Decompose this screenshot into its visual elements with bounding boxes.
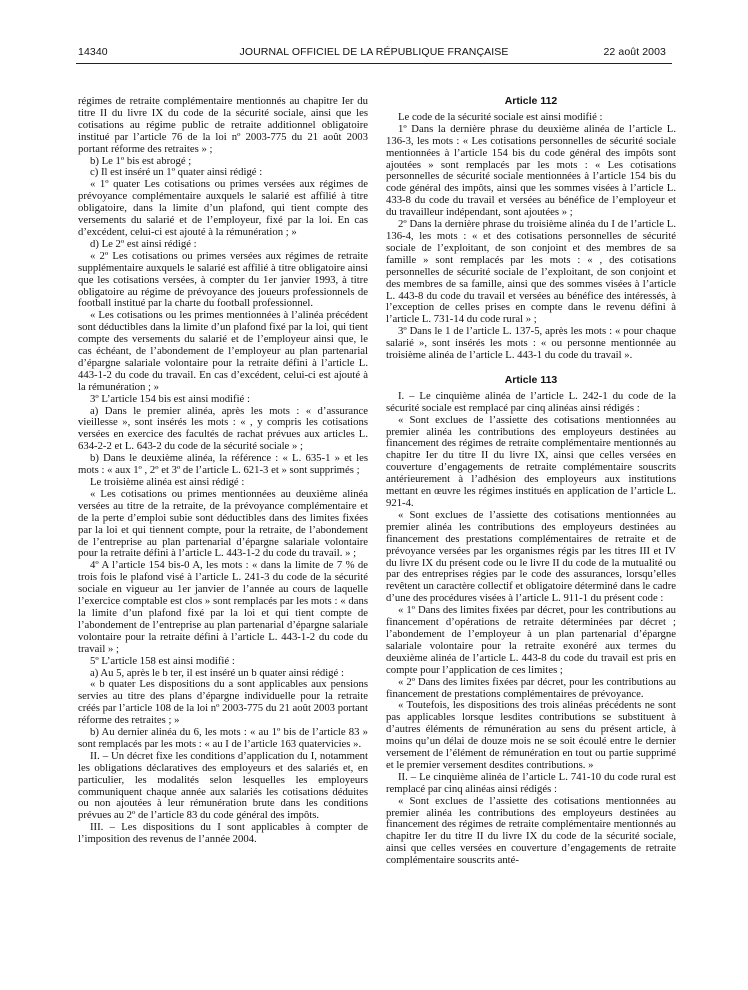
paragraph: a) Au 5, après le b ter, il est inséré un b quater ainsi rédigé : xyxy=(90,666,344,679)
paragraph: « 2º Les cotisations ou primes versées aux régimes de retraite supplémentaire auxquels le salarié est affilié à titre obligatoire ainsi que les cotisations versées, à compter du 1er janvier 1993, à titre obligatoire au régime de prévoyance des joueurs professionnels de football institué par la charte du football professionnel. xyxy=(78,249,368,310)
paragraph: 4º A l’article 154 bis-0 A, les mots : « dans la limite de 7 % de trois fois le plafond visé à l’article L. 241-3 du code de la sécurité sociale en vigueur au 1er janvier de l’année au cours de laquelle l’exercice comptable est clos » sont remplacés par les mots : « dans la limite d’un plafond fixé par la loi et qui tient compte de l’abondement de l’entreprise au plan partenarial d’épargne salariale volontaire pour la retraite défini à l’article L. 443-1-2 du code du travail » ; xyxy=(78,559,368,655)
header-rule xyxy=(76,63,672,64)
paragraph: b) Dans le deuxième alinéa, la référence : « L. 635-1 » et les mots : « aux 1º , 2º et 3º de l’article L. 621-3 et » sont supprimés ; xyxy=(78,452,368,477)
paragraph: c) Il est inséré un 1º quater ainsi rédigé : xyxy=(90,166,263,179)
page-number: 14340 xyxy=(78,46,108,58)
publication-date: 22 août 2003 xyxy=(603,46,666,58)
paragraph: Le code de la sécurité sociale est ainsi modifié : xyxy=(398,110,603,123)
paragraph: « 1º Dans des limites fixées par décret, pour les contributions au financement d’opérations de retraite déterminées par décret ; l’abondement de l’employeur à un plan partenarial d’épargne salariale volontaire pour la retraite exonéré aux termes du deuxième alinéa de l’article L. 443-8 du code du travail est pris en compte pour l’application de ces limites ; xyxy=(386,604,676,676)
article-113-heading: Article 113 xyxy=(504,373,558,386)
article-112-heading: Article 112 xyxy=(504,95,558,107)
paragraph: d) Le 2º est ainsi rédigé : xyxy=(90,237,197,250)
paragraph: « b quater Les dispositions du a sont applicables aux pensions servies au titre des plans d’épargne individuelle pour la retraite créés par l’article 108 de la loi nº 2003-775 du 21 août 2003 portant réforme des retraites ; » xyxy=(78,678,368,727)
paragraph: régimes de retraite complémentaire mentionnés au chapitre Ier du titre II du livre IX du code de la sécurité sociale, ainsi que les cotisations au régime public de retraite additionnel obligatoire institué par l’article 76 de la loi nº 2003-775 du 21 août 2003 portant réforme des retraites » ; xyxy=(78,95,368,155)
paragraph: « Les cotisations ou primes mentionnées au deuxième alinéa versées au titre de la retraite, de la prévoyance complémentaire et de la perte d’emploi subie sont déductibles dans des limites fixées par la loi et qui tiennent compte, pour la retraite, de l’abondement de l’entreprise au plan partenarial d’épargne salariale volontaire pour la retraite défini à l’article L. 443-1-2 du code du travail. » ; xyxy=(78,487,368,560)
paragraph: « 2º Dans des limites fixées par décret, pour les contributions au financement de prestations complémentaires de prévoyance. xyxy=(386,675,676,700)
journal-title: JOURNAL OFFICIEL DE LA RÉPUBLIQUE FRANÇAISE xyxy=(239,46,509,58)
paragraph: 3º Dans le 1 de l’article L. 137-5, après les mots : « pour chaque salarié », sont insérés les mots : « ou personne mentionnée au troisième alinéa de l’article L. 443-1 du code du travail ». xyxy=(386,325,676,362)
paragraph: « Sont exclues de l’assiette des cotisations mentionnées au premier alinéa les contributions des employeurs destinées au financement des régimes de retraite complémentaire mentionnés au chapitre Ier du titre II du livre IX du code de la sécurité sociale, ainsi que celles versées en couverture d’engagements de retraite complémentaire souscrits anté- xyxy=(386,794,676,867)
paragraph: 3º L’article 154 bis est ainsi modifié : xyxy=(90,392,250,405)
paragraph: « Sont exclues de l’assiette des cotisations mentionnées au premier alinéa les contributions des employeurs destinées au financement des prestations complémentaires de retraite et de prévoyance versées par les organismes régis par les titres III et IV du livre IX du présent code ou le livre II du code de la mutualité ou par des entreprises régies par le code des assurances, lorsqu’elles revêtent un caractère collectif et obligatoire déterminé dans le cadre d’une des procédures visées à l’article L. 911-1 du présent code : xyxy=(386,508,676,605)
left-column xyxy=(78,96,368,846)
paragraph: 2º Dans la dernière phrase du troisième alinéa du I de l’article L. 136-4, les mots : « et des cotisations personnelles de sécurité sociale de l’exploitant, de son conjoint et des membres de sa famille » sont remplacés par les mots : « , des cotisations personnelles de sécurité sociale de l’exploitant, de son conjoint et des membres de sa famille, ainsi que des sommes visées à l’article L. 443-8 du code du travail et versées au bénéfice des intéressés, à l’exception de celles prises en compte dans le revenu défini à l’article L. 731-14 du code rural » ; xyxy=(386,218,676,326)
paragraph: Le troisième alinéa est ainsi rédigé : xyxy=(90,476,245,488)
paragraph: 5º L’article 158 est ainsi modifié : xyxy=(90,654,235,667)
right-column xyxy=(386,96,676,867)
paragraph: « Les cotisations ou les primes mentionnées à l’alinéa précédent sont déductibles dans la limite d’un plafond fixé par la loi, qui tient compte des versements du salarié et de l’employeur ainsi que, le cas échéant, de l’abondement de l’employeur au plan partenarial d’épargne salariale volontaire pour la retraite défini à l’article L. 443-1-2 du code du travail. En cas d’excédent, celui-ci est ajouté à la rémunération ; » xyxy=(78,309,368,393)
paragraph: I. – Le cinquième alinéa de l’article L. 242-1 du code de la sécurité sociale est remplacé par cinq alinéas ainsi rédigés : xyxy=(386,389,676,414)
paragraph: 1º Dans la dernière phrase du deuxième alinéa de l’article L. 136-3, les mots : « Les cotisations personnelles de sécurité sociale mentionnées à l’article 154 bis du code général des impôts sont ajoutées » sont remplacés par les mots : « Les cotisations personnelles de sécurité sociale mentionnées à l’article 154 bis du code général des impôts, ainsi que les sommes visées à l’article L. 433-8 du code du travail et versées au bénéfice de l’employeur et du travailleur indépendant, sont ajoutées » ; xyxy=(386,122,676,219)
paragraph: b) Le 1º bis est abrogé ; xyxy=(90,154,192,167)
paragraph: « 1º quater Les cotisations ou primes versées aux régimes de prévoyance complémentaire auxquels le salarié est affilié à titre obligatoire, dans la limite d’un plafond, qui tient compte des versements du salarié et de l’employeur, fixé par la loi. En cas d’excédent, celui-ci est ajouté à la rémunération ; » xyxy=(78,178,368,238)
paragraph: II. – Le cinquième alinéa de l’article L. 741-10 du code rural est remplacé par cinq alinéas ainsi rédigés : xyxy=(386,770,676,795)
paragraph: II. – Un décret fixe les conditions d’application du I, notamment les obligations déclaratives des employeurs et des salariés et, en particulier, les modalités selon lesquelles les employeurs communiquent chaque année aux salariés les cotisations déduites ou non ajoutées à leur rémunération brute dans les conditions prévues au 2º de l’article 83 du code général des impôts. xyxy=(78,749,368,822)
paragraph: III. – Les dispositions du I sont applicables à compter de l’imposition des revenus de l’année 2004. xyxy=(78,821,368,846)
paragraph: a) Dans le premier alinéa, après les mots : « d’assurance vieillesse », sont insérés les mots : « , y compris les cotisations versées en exercice des facultés de rachat prévues aux articles L. 634-2-2 et L. 643-2 du code de la sécurité sociale » ; xyxy=(78,404,368,453)
paragraph: b) Au dernier alinéa du 6, les mots : « au 1º bis de l’article 83 » sont remplacés par les mots : « au I de l’article 163 quatervicies ». xyxy=(78,726,368,750)
paragraph: « Sont exclues de l’assiette des cotisations mentionnées au premier alinéa les contributions des employeurs destinées au financement des régimes de retraite complémentaire mentionnés au chapitre Ier du titre II du livre IX, ainsi que celles versées en couverture d’engagements de retraite complémentaire souscrits antérieurement à l’adhésion des employeurs aux institutions mettant en œuvre les régimes institués en application de l’article L. 921-4. xyxy=(386,413,676,509)
paragraph: « Toutefois, les dispositions des trois alinéas précédents ne sont pas applicables lorsque lesdites contributions se substituent à d’autres éléments de rémunération au sens du présent article, à moins qu’un délai de douze mois ne se soit écoulé entre le dernier versement de l’élément de rémunération en tout ou partie supprimé et le premier versement desdites contributions. » xyxy=(386,699,676,771)
